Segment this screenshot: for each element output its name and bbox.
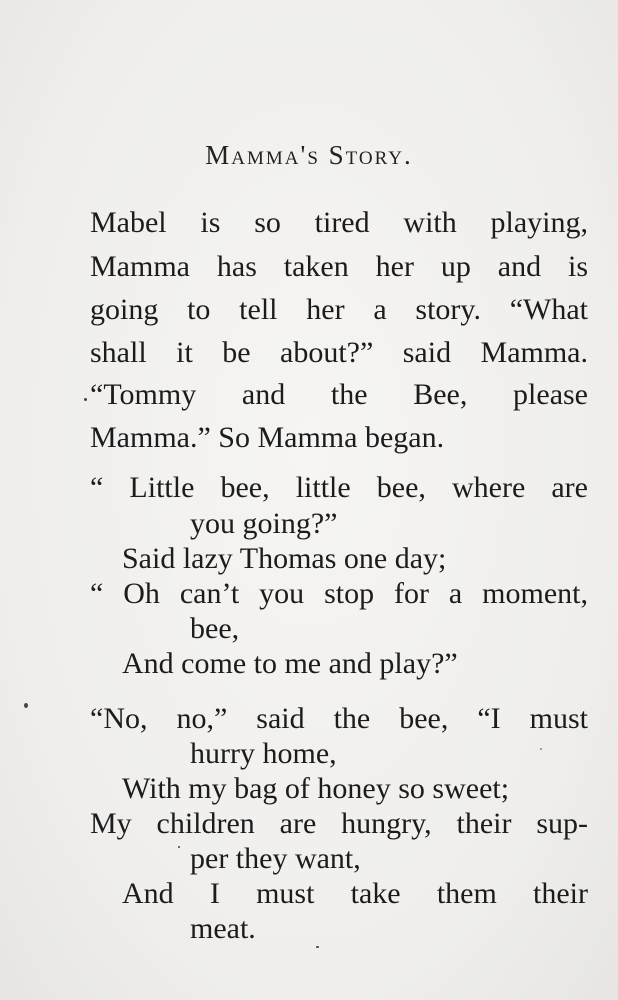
verse2-line-1: “No, no,” said the bee, “I must xyxy=(90,702,588,735)
verse2-line-7: meat. xyxy=(190,912,256,945)
prose-line-1: Mabel is so tired with playing, xyxy=(90,206,588,239)
verse2-line-6: And I must take them their xyxy=(122,877,588,910)
verse1-line-3: Said lazy Thomas one day; xyxy=(122,542,447,575)
verse1-line-4: “ Oh can’t you stop for a moment, xyxy=(90,577,588,610)
prose-line-6: Mamma.” So Mamma began. xyxy=(90,421,445,454)
prose-line-3: going to tell her a story. “What xyxy=(90,293,588,326)
prose-line-5: “Tommy and the Bee, please xyxy=(90,378,588,411)
verse1-line-5: bee, xyxy=(190,612,240,645)
scan-speck xyxy=(24,703,28,708)
verse2-line-3: With my bag of honey so sweet; xyxy=(122,772,510,805)
verse1-line-6: And come to me and play?” xyxy=(122,647,458,680)
page-title: Mamma's Story. xyxy=(205,140,413,170)
prose-line-4: shall it be about?” said Mamma. xyxy=(90,336,588,369)
prose-line-2: Mamma has taken her up and is xyxy=(90,250,588,283)
scan-speck xyxy=(316,946,319,948)
verse1-line-1: “ Little bee, little bee, where are xyxy=(90,471,588,504)
verse2-line-2: hurry home, xyxy=(190,737,337,770)
verse2-line-4: My children are hungry, their sup- xyxy=(90,807,588,840)
scan-speck xyxy=(540,748,542,750)
scan-speck xyxy=(84,398,87,401)
verse2-line-5: per they want, xyxy=(190,842,361,875)
scan-speck xyxy=(178,846,180,848)
verse1-line-2: you going?” xyxy=(190,507,338,540)
